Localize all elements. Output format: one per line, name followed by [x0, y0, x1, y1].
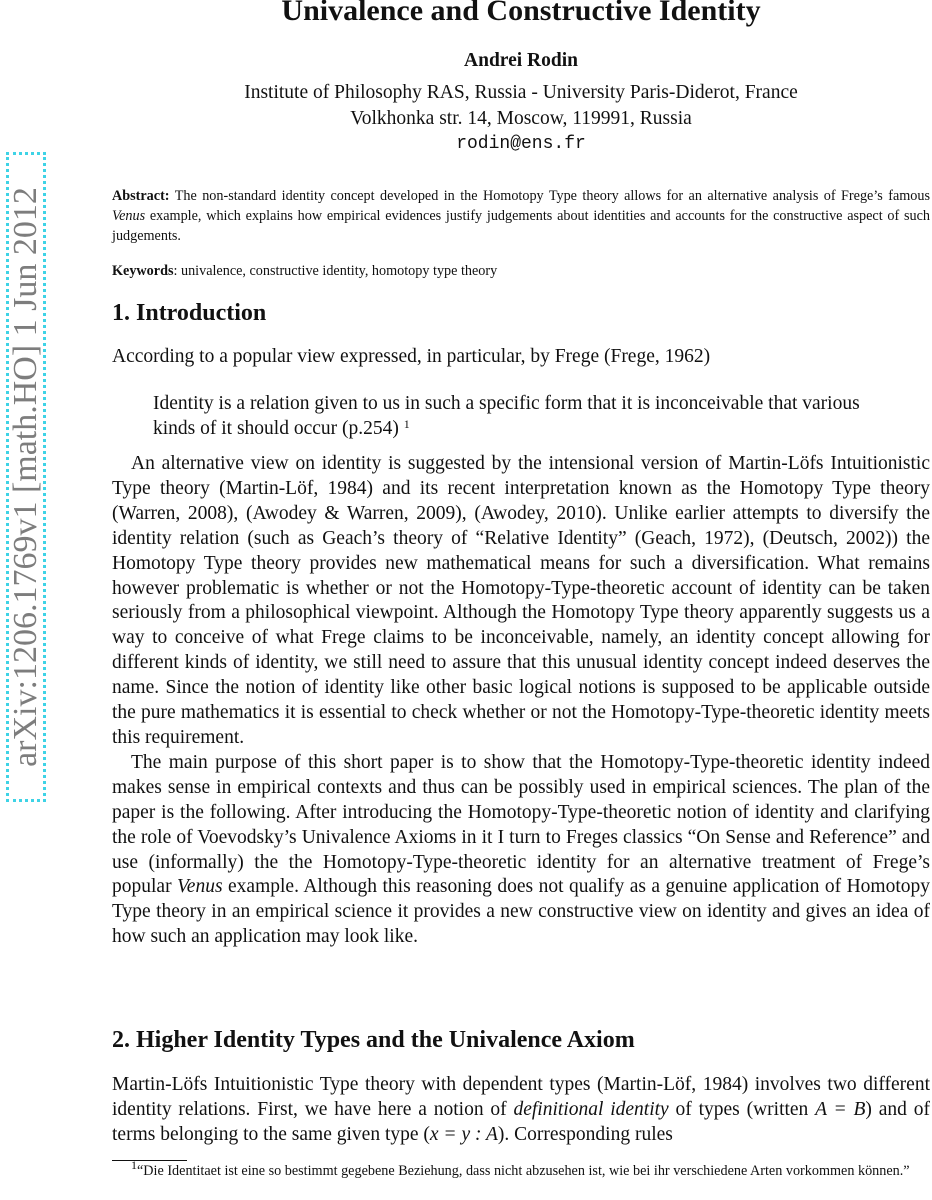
footnote-divider: [112, 1160, 187, 1161]
paragraph-text: ). Corresponding rules: [497, 1123, 673, 1145]
paragraph: An alternative view on identity is suggested by the intensional version of Martin-Löfs Intuitionistic Type theory (Martin-Löf, 1984) and its recent interpretation known as the Homotopy Type theory (Warren, 2008), (Awodey & Warren, 2009), (Awodey, 2010). Unlike earlier attempts to diversify the identity relation (such as Geach’s theory of “Relative Identity” (Geach, 1972), (Deutsch, 2002)) the Homotopy Type theory provides new mathematical means for such a diversification. What remains however problematic is whether or not the Homotopy-Type-theoretic account of identity can be taken seriously from a philosophical viewpoint. Although the Homotopy Type theory apparently suggests us a way to conceive of what Frege claims to be inconceivable, namely, an identity concept allowing for different kinds of identity, we still need to assure that this unusual identity concept indeed deserves the name. Since the notion of identity like other basic logical notions is supposed to be applicable outside the pure mathematics it is essential to check whether or not the Homotopy-Type-theoretic identity meets this requirement.: [112, 453, 930, 748]
footnote: [112, 1158, 930, 1181]
paragraph: [112, 751, 930, 950]
keywords-label: Keywords: [112, 263, 174, 279]
keywords-text: : univalence, constructive identity, homotopy type theory: [173, 263, 498, 279]
paragraph-italic: Venus: [177, 876, 223, 898]
paragraph-text: example. Although this reasoning does not qualify as a genuine application of Homotopy Type theory in an empirical science it provides a new constructive view on identity and gives an idea of how such an application may look like.: [112, 876, 930, 948]
affiliation: Institute of Philosophy RAS, Russia - University Paris-Diderot, France: [244, 82, 798, 103]
abstract-text: The non-standard identity concept developed in the Homotopy Type theory allows for an alternative analysis of Frege’s famous: [169, 188, 930, 204]
section-heading: 1. Introduction: [112, 300, 267, 326]
section-2-text: [112, 1073, 930, 1148]
abstract-label: Abstract:: [112, 188, 170, 204]
paragraph-text: Martin-Löfs Intuitionistic Type theory with dependent types (Martin-Löf, 1984) involves two different identity relations. First, we have here a notion of: [112, 1074, 930, 1120]
math-expression: A = B: [815, 1098, 866, 1120]
author: Andrei Rodin: [464, 50, 578, 71]
footnote-number: 1: [131, 1158, 137, 1172]
abstract: [112, 187, 930, 246]
paper-title: Univalence and Constructive Identity: [281, 0, 761, 27]
arxiv-stamp: [6, 152, 46, 802]
block-quote: [153, 392, 893, 441]
paragraph-italic: definitional identity: [513, 1098, 669, 1120]
paragraph-text: The main purpose of this short paper is to show that the Homotopy-Type-theoretic identity indeed makes sense in empirical contexts and thus can be possibly used in empirical sciences. The plan of the paper is the following. After introducing the Homotopy-Type-theoretic notion of identity and clarifying the role of Voevodsky’s Univalence Axioms in it I turn to Freges classics “On Sense and Reference” and use (informally) the the Homotopy-Type-theoretic identity for an alternative treatment of Frege’s popular: [112, 751, 930, 898]
abstract-italic: Venus: [112, 207, 146, 224]
quote-text: Identity is a relation given to us in such a specific form that it is inconceivable that various kinds of it should occur (p.254): [153, 393, 860, 439]
arxiv-identifier: arXiv:1206.1769v1 [math.HO] 1 Jun 2012: [7, 187, 44, 767]
footnote-text: “Die Identitaet ist eine so bestimmt gegebene Beziehung, dass nicht abzusehen ist, wie bei ihr verschiedene Arten vorkommen können.”: [137, 1163, 910, 1179]
email: rodin@ens.fr: [456, 134, 586, 154]
section-heading: 2. Higher Identity Types and the Univalence Axiom: [112, 1027, 635, 1053]
intro-line: According to a popular view expressed, in particular, by Frege (Frege, 1962): [112, 346, 711, 367]
footnote-mark[interactable]: 1: [403, 416, 410, 431]
intro-paragraphs: [112, 452, 930, 950]
paragraph-text: of types (written: [668, 1098, 816, 1120]
abstract-text: example, which explains how empirical evidences justify judgements about identities and accounts for the constructive aspect of such judgements.: [112, 207, 930, 244]
keywords: [112, 262, 930, 282]
paragraph-text: ) and of terms belonging to the same given type (: [112, 1098, 930, 1145]
address: Volkhonka str. 14, Moscow, 119991, Russia: [350, 108, 692, 129]
math-expression: x = y : A: [429, 1123, 498, 1145]
paragraph: [112, 1073, 930, 1148]
